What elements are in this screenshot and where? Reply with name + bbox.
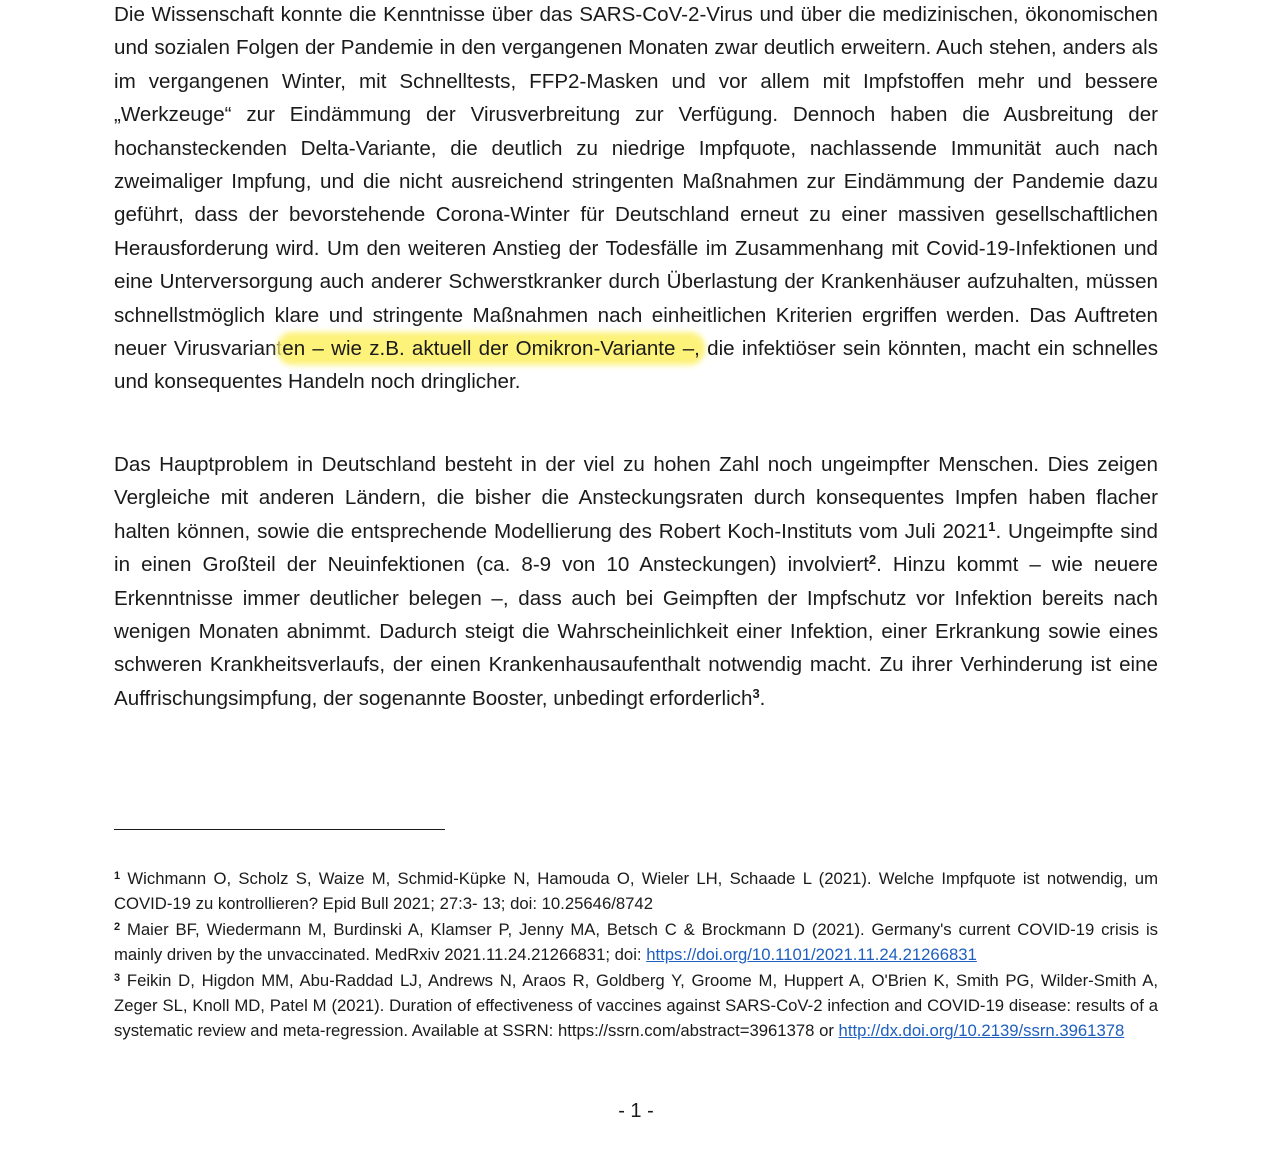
footnotes — [114, 866, 1158, 1044]
paragraph-2-text: . Hinzu kommt – wie neuere Erkenntnisse immer deutlicher belegen –, dass auch bei Geimpften der Impfschutz vor Infektion bereits nach wenigen Monaten abnimmt. Dadurch steigt die Wahrscheinlichkeit einer Infektion, einer Erkrankung sowie eines schweren Krankheitsverlaufs, der einen Krankenhausaufenthalt notwendig macht. Zu ihrer Verhinderung ist eine Auffrischungsimpfung, der sogenannte Booster, unbedingt erforderlich — [114, 553, 1158, 710]
page-number: - 1 - — [618, 1100, 654, 1122]
paragraph-2 — [114, 448, 1158, 715]
paragraph-2-text-end: . — [759, 686, 766, 710]
paragraph-2-text: Das Hauptproblem in Deutschland besteht in der viel zu hohen Zahl noch ungeimpfter Menschen. Dies zeigen Vergleiche mit anderen Ländern, die bisher die Ansteckungsraten durch konsequentes Impfen haben flacher halten können, sowie die entsprechende Modellierung des Robert Koch-Instituts vom Juli 2021 — [114, 453, 1158, 543]
paragraph-1-text-end: die infektiöser sein könnten, macht ein schnelles und konsequentes Handeln noch dringlicher. — [114, 337, 1158, 394]
footnote-3 — [114, 968, 1158, 1044]
footnote-2 — [114, 917, 1158, 968]
footnote-text: Feikin D, Higdon MM, Abu-Raddad LJ, Andrews N, Araos R, Goldberg Y, Groome M, Huppert A, O'Brien K, Smith PG, Wilder-Smith A, Zeger SL, Knoll MD, Patel M (2021). Duration of effectiveness of vaccines against SARS-CoV-2 infection and COVID-19 disease: results of a systematic review and meta-regression. Available at SSRN: https://ssrn.com/abstract=3961378 or — [114, 970, 1158, 1041]
footnote-number: 2 — [114, 920, 121, 933]
paragraph-2-text: . Ungeimpfte sind in einen Großteil der Neuinfektionen (ca. 8-9 von 10 Ansteckungen) involviert — [114, 519, 1158, 577]
footnote-ref-1[interactable]: 1 — [988, 518, 996, 534]
footnote-1 — [114, 866, 1158, 917]
footnote-separator — [114, 829, 445, 830]
paragraph-1 — [114, 0, 1158, 399]
footnote-text: Maier BF, Wiedermann M, Burdinski A, Klamser P, Jenny MA, Betsch C & Brockmann D (2021). Germany's current COVID-19 crisis is mainly driven by the unvaccinated. MedRxiv 2021.11.24.21266831; doi: — [114, 919, 1158, 965]
footnote-number: 1 — [114, 870, 121, 882]
footnote-text: Wichmann O, Scholz S, Waize M, Schmid-Küpke N, Hamouda O, Wieler LH, Schaade L (2021). Welche Impfquote ist notwendig, um COVID-19 zu kontrollieren? Epid Bull 2021; 27:3- 13; doi: 10.25646/8742 — [114, 869, 1158, 914]
footnote-ref-3[interactable]: 3 — [752, 685, 760, 701]
footnote-number: 3 — [114, 971, 121, 984]
footnote-3-doi-link[interactable]: http://dx.doi.org/10.2139/ssrn.3961378 — [838, 1021, 1125, 1041]
highlighted-passage: en – wie z.B. aktuell der Omikron-Variante –, — [282, 337, 700, 361]
paragraph-1-text: Die Wissenschaft konnte die Kenntnisse über das SARS-CoV-2-Virus und über die medizinischen, ökonomischen und sozialen Folgen der Pandemie in den vergangenen Monaten zwar deutlich erweitern. Auch stehen, anders als im vergangenen Winter, mit Schnelltests, FFP2-Masken und vor allem mit Impfstoffen mehr und bessere „Werkzeuge“ zur Eindämmung der Virusverbreitung zur Verfügung. Dennoch haben die Ausbreitung der hochansteckenden Delta-Variante, die deutlich zu niedrige Impfquote, nachlassende Immunität auch nach zweimaliger Impfung, und die nicht ausreichend stringenten Maßnahmen zur Eindämmung der Pandemie dazu geführt, dass der bevorstehende Corona-Winter für Deutschland erneut zu einer massiven gesellschaftlichen Herausforderung wird. Um den weiteren Anstieg der Todesfälle im Zusammenhang mit Covid-19-Infektionen und eine Unterversorgung auch anderer Schwerstkranker durch Überlastung der Krankenhäuser aufzuhalten, müssen schnellstmöglich klare und stringente Maßnahmen nach einheitlichen Kriterien ergriffen werden. Das Auftreten neuer Virusvariant — [114, 3, 1158, 361]
footnote-2-doi-link[interactable]: https://doi.org/10.1101/2021.11.24.21266831 — [646, 945, 977, 965]
footnote-ref-2[interactable]: 2 — [868, 552, 877, 568]
